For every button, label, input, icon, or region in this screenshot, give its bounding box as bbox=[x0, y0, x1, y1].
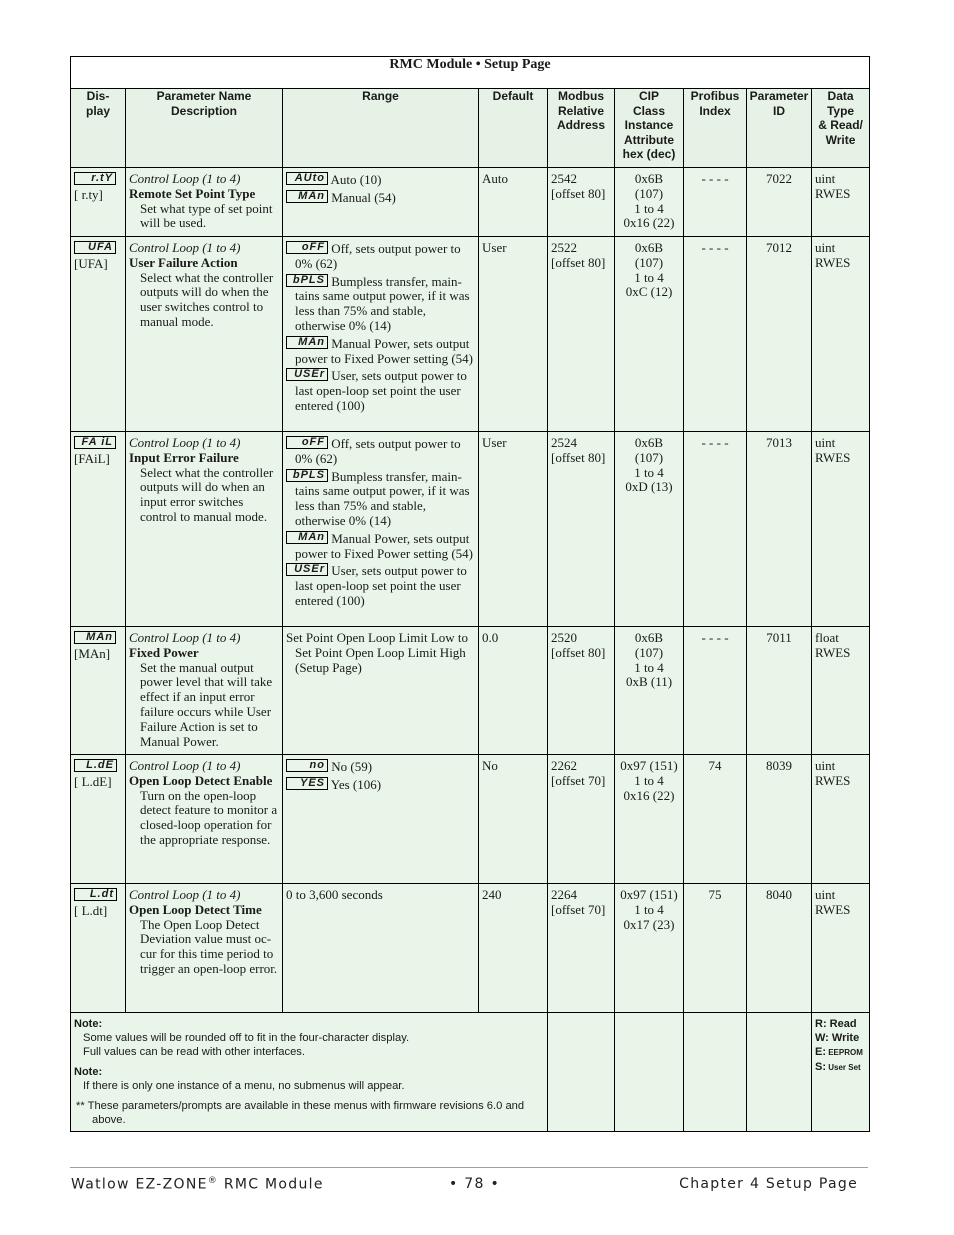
parameter-id: 7013 bbox=[747, 432, 812, 627]
header-label-line: Instance bbox=[624, 118, 674, 133]
range-option bbox=[286, 190, 475, 206]
footer-product bbox=[71, 1176, 324, 1193]
profibus-index: 74 bbox=[684, 755, 747, 884]
header-label-line: Parameter Name bbox=[156, 89, 252, 103]
legend-key: S: bbox=[815, 1061, 826, 1073]
col-header-profibus bbox=[684, 89, 747, 168]
col-header-cip bbox=[615, 89, 684, 168]
modbus-cell bbox=[548, 168, 615, 237]
data-type-line: uint bbox=[815, 435, 836, 450]
parameter-description: The Open Loop Detect Deviation value must occur for this time period to trigger an open-loop error. bbox=[140, 916, 278, 976]
header-label-line: Index bbox=[699, 103, 731, 118]
parameter-id: 7022 bbox=[747, 168, 812, 237]
parameter-id: 7012 bbox=[747, 237, 812, 432]
modbus-cell bbox=[548, 884, 615, 1013]
header-label-line: Write bbox=[825, 132, 856, 147]
footer-rule bbox=[70, 1167, 868, 1168]
legend-text: User Set bbox=[826, 1063, 861, 1072]
parameter-name: Open Loop Detect Time bbox=[129, 901, 262, 917]
lcd-option: bPLS bbox=[286, 274, 328, 287]
cip-line: 0xD (13) bbox=[625, 479, 673, 495]
modbus-address: 2542 bbox=[551, 171, 577, 186]
cip-line: 1 to 4 bbox=[634, 659, 664, 675]
lcd-option: AUto bbox=[286, 172, 328, 185]
data-type-cell bbox=[812, 884, 870, 1013]
cip-line: 0x6B bbox=[634, 630, 664, 645]
lcd-option: YES bbox=[286, 777, 328, 790]
legend-key: E: bbox=[815, 1046, 826, 1058]
parameter-description: Turn on the open-loop detect feature to monitor a closed-loop operation for the appropriate response. bbox=[140, 787, 278, 847]
display-cell bbox=[71, 237, 126, 432]
default-value: No bbox=[479, 755, 548, 884]
modbus-address: 2264 bbox=[551, 887, 577, 902]
modbus-address: 2524 bbox=[551, 435, 577, 450]
range-option-text: Yes (106) bbox=[328, 776, 382, 792]
header-label-line: Relative bbox=[557, 103, 605, 118]
modbus-cell bbox=[548, 755, 615, 884]
col-header-default bbox=[479, 89, 548, 168]
modbus-cell bbox=[548, 432, 615, 627]
range-option bbox=[286, 531, 475, 562]
range-option bbox=[286, 336, 475, 367]
range-option bbox=[286, 241, 475, 272]
header-label-line: play bbox=[85, 103, 110, 118]
lcd-prompt: L.dE bbox=[74, 759, 117, 772]
footer-module: RMC Module bbox=[218, 1176, 324, 1193]
col-header-parameter bbox=[126, 89, 283, 168]
cip-line: 0x6B bbox=[634, 171, 664, 186]
table-row bbox=[71, 884, 870, 1013]
header-label-line: Description bbox=[170, 103, 237, 118]
data-type-cell bbox=[812, 627, 870, 755]
parameter-cell bbox=[126, 755, 283, 884]
display-cell bbox=[71, 884, 126, 1013]
range-option bbox=[286, 436, 475, 467]
cip-cell bbox=[615, 432, 684, 627]
parameter-name: Fixed Power bbox=[129, 644, 199, 660]
prompt-code: [UFA] bbox=[74, 255, 108, 271]
lcd-option: MAn bbox=[286, 336, 328, 349]
data-type-line: uint bbox=[815, 171, 836, 186]
data-type-line: RWES bbox=[815, 772, 851, 788]
legend-item bbox=[815, 1017, 866, 1031]
prompt-code: [FAiL] bbox=[74, 450, 110, 466]
header-label-line: Data bbox=[827, 89, 854, 103]
note-label: Note: bbox=[74, 1066, 103, 1078]
range-option-text: Auto (10) bbox=[328, 172, 382, 187]
loop-range: Control Loop (1 to 4) bbox=[129, 758, 241, 773]
range-option bbox=[286, 563, 475, 608]
data-type-line: uint bbox=[815, 758, 836, 773]
range-option-text: Manual Power, sets output power to Fixed Power setting (54) bbox=[295, 530, 474, 561]
header-label-line: Modbus bbox=[558, 89, 604, 103]
data-type-line: uint bbox=[815, 240, 836, 255]
cip-line: 0xB (11) bbox=[625, 674, 673, 690]
setup-page-table bbox=[70, 56, 870, 1132]
header-label-line: hex (dec) bbox=[622, 147, 676, 162]
display-cell bbox=[71, 432, 126, 627]
legend-key: W: bbox=[815, 1032, 829, 1044]
header-label-line: ID bbox=[773, 103, 785, 118]
header-label-line: CIP bbox=[638, 89, 659, 103]
table-row bbox=[71, 755, 870, 884]
prompt-code: [ L.dt] bbox=[74, 902, 108, 918]
range-option-text: Bumpless transfer, maintains same output power, if it was less than 75% and stable, otherwise 0% (14) bbox=[295, 273, 470, 333]
legend-text: Write bbox=[828, 1032, 860, 1044]
cip-cell bbox=[615, 627, 684, 755]
col-header-param-id bbox=[747, 89, 812, 168]
header-label-line: Attribute bbox=[624, 132, 674, 147]
range-cell bbox=[283, 168, 479, 237]
loop-range: Control Loop (1 to 4) bbox=[129, 171, 241, 186]
cip-cell bbox=[615, 168, 684, 237]
parameter-name: User Failure Action bbox=[129, 254, 238, 270]
loop-range: Control Loop (1 to 4) bbox=[129, 240, 241, 255]
range-cell bbox=[283, 755, 479, 884]
range-cell bbox=[283, 884, 479, 1013]
modbus-offset: [offset 80] bbox=[551, 254, 606, 270]
range-option-text: Off, sets output power to 0% (62) bbox=[295, 436, 461, 466]
parameter-cell bbox=[126, 237, 283, 432]
col-header-data-type bbox=[812, 89, 870, 168]
cip-line: (107) bbox=[634, 185, 664, 201]
range-option-text: Bumpless transfer, maintains same output power, if it was less than 75% and stable, otherwise 0% (14) bbox=[295, 468, 470, 528]
lcd-option: MAn bbox=[286, 190, 328, 203]
lcd-option: USEr bbox=[286, 368, 328, 381]
data-type-line: uint bbox=[815, 887, 836, 902]
notes-cell bbox=[71, 1013, 548, 1132]
range-cell bbox=[283, 237, 479, 432]
header-label-line: Range bbox=[362, 89, 399, 103]
legend-text: Read bbox=[826, 1018, 857, 1030]
parameter-cell bbox=[126, 627, 283, 755]
profibus-index: 75 bbox=[684, 884, 747, 1013]
table-title: RMC Module • Setup Page bbox=[71, 57, 870, 89]
page-number: • 78 • bbox=[449, 1176, 501, 1192]
registered-mark: ® bbox=[207, 1176, 219, 1186]
range-text: 0 to 3,600 seconds bbox=[286, 887, 383, 902]
notes-row bbox=[71, 1013, 870, 1132]
profibus-index: - - - - bbox=[684, 168, 747, 237]
range-option-text: User, sets output power to last open-loop set point the user entered (100) bbox=[295, 563, 467, 608]
header-label-line: Parameter bbox=[749, 89, 809, 103]
modbus-offset: [offset 70] bbox=[551, 772, 606, 788]
default-value: 0.0 bbox=[479, 627, 548, 755]
cip-line: 0x97 (151) bbox=[620, 758, 678, 773]
table-row bbox=[71, 168, 870, 237]
prompt-code: [ L.dE] bbox=[74, 773, 112, 789]
modbus-address: 2520 bbox=[551, 630, 577, 645]
parameter-description: Set the manual output power level that will take effect if an input error failure occurs while User Failure Action is set to Manual Power. bbox=[140, 659, 273, 749]
column-header-row bbox=[71, 89, 870, 168]
legend-item bbox=[815, 1031, 866, 1045]
cip-cell bbox=[615, 884, 684, 1013]
lcd-prompt: L.dt bbox=[74, 888, 117, 901]
lcd-option: bPLS bbox=[286, 469, 328, 482]
notes-blank-cell bbox=[747, 1013, 812, 1132]
modbus-offset: [offset 80] bbox=[551, 185, 606, 201]
range-option bbox=[286, 777, 475, 793]
header-label-line: Profibus bbox=[690, 89, 740, 103]
parameter-cell bbox=[126, 168, 283, 237]
lcd-option: oFF bbox=[286, 241, 328, 254]
cip-cell bbox=[615, 755, 684, 884]
parameter-description: Set what type of set point will be used. bbox=[140, 200, 273, 231]
range-option-text: User, sets output power to last open-loop set point the user entered (100) bbox=[295, 368, 467, 413]
prompt-code: [ r.ty] bbox=[74, 186, 103, 202]
cip-line: 1 to 4 bbox=[634, 269, 664, 285]
lcd-prompt: MAn bbox=[74, 631, 116, 644]
legend-item bbox=[815, 1060, 866, 1075]
cip-line: 1 to 4 bbox=[634, 901, 664, 917]
header-label-line: Address bbox=[556, 118, 606, 133]
range-text: Set Point Open Loop Limit Low to Set Point Open Loop Limit High (Setup Page) bbox=[286, 630, 468, 675]
prompt-code: [MAn] bbox=[74, 645, 111, 661]
parameter-id: 7011 bbox=[747, 627, 812, 755]
display-cell bbox=[71, 627, 126, 755]
parameter-description: Select what the controller outputs will do when an input error switches control to manual mode. bbox=[140, 464, 274, 524]
parameter-id: 8040 bbox=[747, 884, 812, 1013]
cip-line: 0x16 (22) bbox=[623, 215, 675, 231]
lcd-option: MAn bbox=[286, 531, 328, 544]
notes-blank-cell bbox=[684, 1013, 747, 1132]
rwes-legend bbox=[812, 1013, 870, 1132]
data-type-line: RWES bbox=[815, 185, 851, 201]
range-option bbox=[286, 172, 475, 188]
data-type-line: float bbox=[815, 630, 839, 645]
range-option bbox=[286, 469, 475, 529]
header-label-line: Dis- bbox=[86, 89, 110, 103]
cip-line: 1 to 4 bbox=[634, 200, 664, 216]
notes-blank-cell bbox=[548, 1013, 615, 1132]
lcd-option: USEr bbox=[286, 563, 328, 576]
default-value: User bbox=[479, 237, 548, 432]
parameter-cell bbox=[126, 884, 283, 1013]
cip-line: 0x6B bbox=[634, 435, 664, 450]
range-option-text: Manual (54) bbox=[328, 189, 396, 205]
lcd-option: oFF bbox=[286, 436, 328, 449]
legend-key: R: bbox=[815, 1018, 827, 1030]
legend-text: EEPROM bbox=[826, 1048, 863, 1057]
footer-chapter: Chapter 4 Setup Page bbox=[679, 1176, 858, 1192]
data-type-line: RWES bbox=[815, 449, 851, 465]
profibus-index: - - - - bbox=[684, 432, 747, 627]
cip-line: 1 to 4 bbox=[634, 464, 664, 480]
modbus-address: 2522 bbox=[551, 240, 577, 255]
data-type-line: RWES bbox=[815, 644, 851, 660]
col-header-range bbox=[283, 89, 479, 168]
profibus-index: - - - - bbox=[684, 237, 747, 432]
parameter-name: Remote Set Point Type bbox=[129, 185, 256, 201]
lcd-prompt: FA iL bbox=[74, 436, 116, 449]
header-label-line: Default bbox=[492, 89, 534, 103]
loop-range: Control Loop (1 to 4) bbox=[129, 435, 241, 450]
cip-line: 0x6B bbox=[634, 240, 664, 255]
range-option-text: No (59) bbox=[328, 759, 373, 774]
range-cell bbox=[283, 432, 479, 627]
cip-line: 1 to 4 bbox=[634, 772, 664, 788]
table-row bbox=[71, 432, 870, 627]
col-header-display bbox=[71, 89, 126, 168]
data-type-cell bbox=[812, 432, 870, 627]
cip-cell bbox=[615, 237, 684, 432]
range-option bbox=[286, 759, 475, 775]
loop-range: Control Loop (1 to 4) bbox=[129, 887, 241, 902]
range-option bbox=[286, 274, 475, 334]
range-cell bbox=[283, 627, 479, 755]
note-text: Some values will be rounded off to fit in the four-character display. bbox=[83, 1032, 410, 1044]
data-type-cell bbox=[812, 755, 870, 884]
default-value: 240 bbox=[479, 884, 548, 1013]
modbus-cell bbox=[548, 237, 615, 432]
default-value: Auto bbox=[479, 168, 548, 237]
cip-line: (107) bbox=[634, 644, 664, 660]
modbus-address: 2262 bbox=[551, 758, 577, 773]
notes-blank-cell bbox=[615, 1013, 684, 1132]
range-option bbox=[286, 368, 475, 413]
data-type-line: RWES bbox=[815, 901, 851, 917]
parameter-name: Input Error Failure bbox=[129, 449, 239, 465]
table-row bbox=[71, 627, 870, 755]
data-type-cell bbox=[812, 237, 870, 432]
note-label: Note: bbox=[74, 1018, 103, 1030]
firmware-note: ** These parameters/prompts are available in these menus with firmware revisions 6.0 and above. bbox=[76, 1100, 525, 1126]
cip-line: (107) bbox=[634, 449, 664, 465]
parameter-name: Open Loop Detect Enable bbox=[129, 772, 273, 788]
note-text: Full values can be read with other interfaces. bbox=[83, 1046, 306, 1058]
header-label-line: Class bbox=[632, 103, 666, 118]
modbus-offset: [offset 70] bbox=[551, 901, 606, 917]
cip-line: 0x17 (23) bbox=[623, 916, 675, 932]
profibus-index: - - - - bbox=[684, 627, 747, 755]
data-type-cell bbox=[812, 168, 870, 237]
data-type-line: RWES bbox=[815, 254, 851, 270]
header-label-line: & Read/ bbox=[818, 118, 863, 133]
parameter-cell bbox=[126, 432, 283, 627]
cip-line: 0x97 (151) bbox=[620, 887, 678, 902]
col-header-modbus bbox=[548, 89, 615, 168]
parameter-id: 8039 bbox=[747, 755, 812, 884]
parameter-description: Select what the controller outputs will do when the user switches control to manual mode. bbox=[140, 269, 274, 329]
range-option-text: Off, sets output power to 0% (62) bbox=[295, 241, 461, 271]
modbus-offset: [offset 80] bbox=[551, 449, 606, 465]
cip-line: (107) bbox=[634, 254, 664, 270]
header-label-line: Type bbox=[826, 103, 855, 118]
lcd-option: no bbox=[286, 759, 328, 772]
display-cell bbox=[71, 755, 126, 884]
modbus-cell bbox=[548, 627, 615, 755]
lcd-prompt: UFA bbox=[74, 241, 116, 254]
cip-line: 0x16 (22) bbox=[623, 787, 675, 803]
legend-item bbox=[815, 1045, 866, 1060]
display-cell bbox=[71, 168, 126, 237]
range-option-text: Manual Power, sets output power to Fixed Power setting (54) bbox=[295, 335, 474, 366]
lcd-prompt: r.tY bbox=[74, 172, 116, 185]
loop-range: Control Loop (1 to 4) bbox=[129, 630, 241, 645]
note-text: If there is only one instance of a menu, no submenus will appear. bbox=[83, 1080, 405, 1092]
default-value: User bbox=[479, 432, 548, 627]
table-row bbox=[71, 237, 870, 432]
footer-brand: Watlow EZ-ZONE bbox=[71, 1176, 208, 1193]
modbus-offset: [offset 80] bbox=[551, 644, 606, 660]
cip-line: 0xC (12) bbox=[625, 284, 673, 300]
